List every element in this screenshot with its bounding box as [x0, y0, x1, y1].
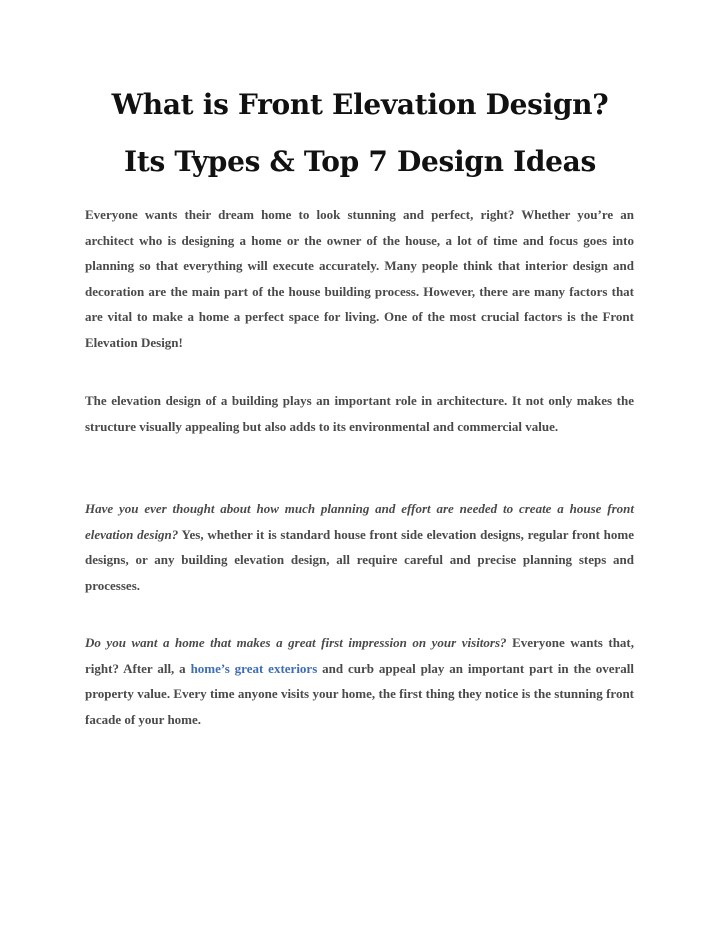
paragraph-intro: Everyone wants their dream home to look stunning and perfect, right? Whether you’re an architect who is designing a home or the owner of the house, a lot of time and focus goes into planning so that everything will execute accurately. Many people think that interior design and decoration are the main part of the house building process. However, there are many factors that are vital to make a home a perfect space for living. One of the most crucial factors is the Front Elevation Design!: [85, 207, 634, 350]
planning-answer: Yes, whether it is standard house front side elevation designs, regular front home designs, or any building elevation design, all require careful and precise planning steps and processes.: [85, 526, 635, 593]
paragraph-first-impression: [85, 630, 634, 732]
first-impression-question: Do you want a home that makes a great first impression on your visitors?: [85, 635, 507, 650]
planning-question: Have you ever thought about how much planning and effort are needed to create a house front elevation design?: [85, 501, 634, 542]
first-impression-text-2: and curb appeal play an important part in the overall property value. Every time anyone visits your home, the first thing they notice is the stunning front facade of your home.: [85, 660, 634, 727]
page-title-line-1: What is Front Elevation Design?: [111, 88, 609, 121]
paragraph-elevation-role: The elevation design of a building plays an important role in architecture. It not only makes the structure visually appealing but also adds to its environmental and commercial value.: [85, 393, 634, 434]
great-exteriors-link[interactable]: home’s great exteriors: [190, 660, 318, 676]
paragraph-planning: [85, 496, 634, 598]
first-impression-text-1: Everyone wants that, right? After all, a: [85, 635, 635, 676]
page-title-line-2: Its Types & Top 7 Design Ideas: [124, 145, 596, 178]
